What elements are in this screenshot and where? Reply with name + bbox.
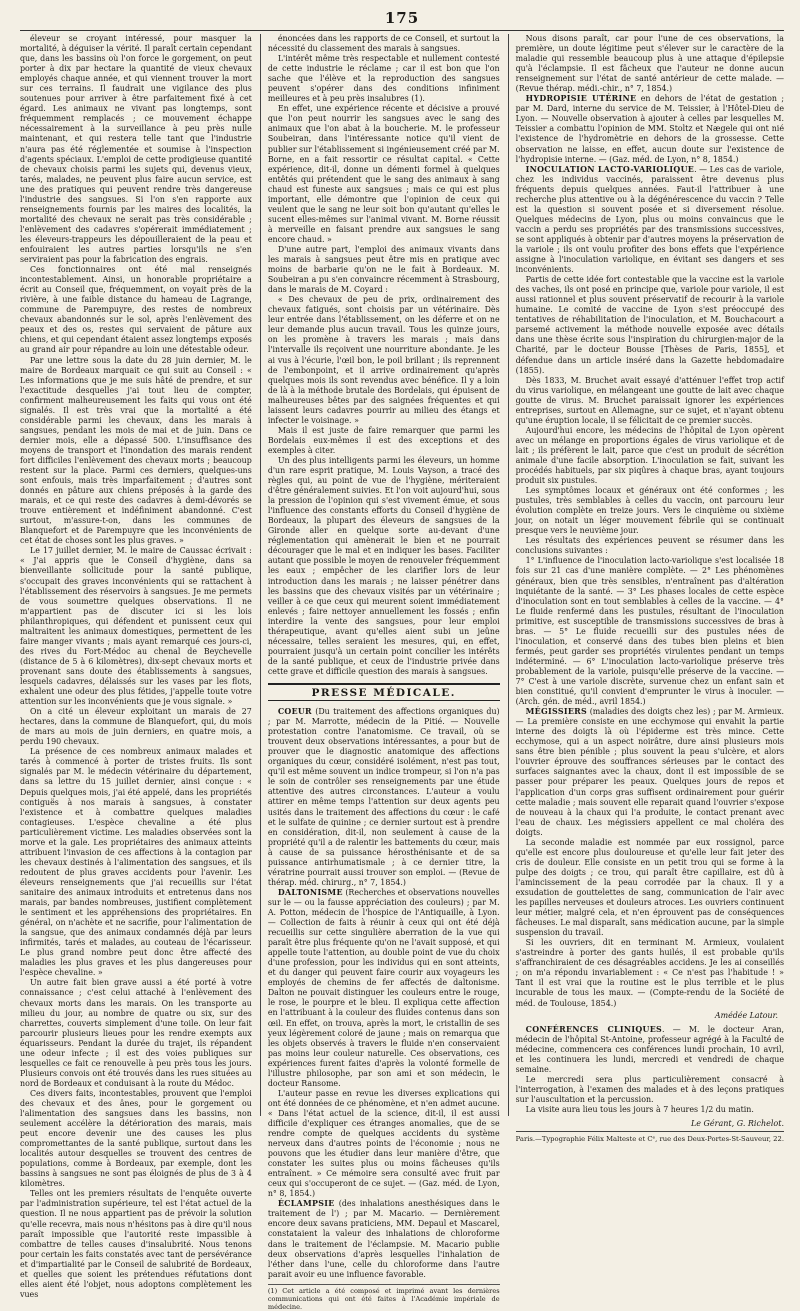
- paragraph: Ces fonctionnaires ont été mal renseignés incontestablement. Ainsi, un honorable propriétaire a écrit au Conseil que, fréquemment, on voyait près de la rivière, à une faible distance du hameau de Lagrange, commune de Parempuyre, des restes de nombreux chevaux abandonnés sur le sol, après l'enlèvement des peaux et des os, restes qui servaient de pâture aux chiens, et qui cependant étaient assez longtemps exposés au grand air pour répandre au loin une détestable odeur.: [20, 265, 252, 355]
- paragraph-text: Aujourd'hui encore, les médecins de l'hôpital de Lyon opèrent avec un mélange en proportions égales de virus variolique et de lait ; ils préfèrent le lait, parce que c'est un produit de sécrétion animale d'une facile absorption. L'inoculation se fait, suivant les procédés habituels, par six piqûres à chaque bras, ayant toujours produit six pustules.: [515, 425, 784, 486]
- paragraph: [516, 426, 784, 486]
- paragraph: Le 17 juillet dernier, M. le maire de Caussac écrivait : « J'ai appris que le Conseil d'hygiène, dans sa bienveillante sollicitude pour la santé publique, s'occupait des graves inconvénients qui se rattachent à l'établissement des réservoirs à sangsues. Je me permets de vous soumettre quelques observations. Il ne m'appartient pas de discuter ici si les lois philanthropiques, qui défendent et punissent ceux qui maltraitent les animaux domestiques, permettent de les faire manger vivants ; mais ayant remarqué ces jours-ci, des rives du Fort-Médoc au chenal de Beychevelle (distance de 5 à 6 kilomètres), dix-sept chevaux morts et provenant sans doute des établissements à sangsues, lesquels cadavres, délaissés sur les vases par les flots, exhalent une odeur des plus fétides, j'appelle toute votre attention sur les inconvénients que je vous signale. »: [20, 546, 252, 707]
- paragraph: éleveur se croyant intéressé, pour masquer la mortalité, à déguiser la vérité. Il paraît certain cependant que, dans les bassins où l'on force le gorgement, on peut porter à dix par hectare la quantité de vieux chevaux employés chaque année, et qui viennent trouver la mort sur ces terrains. Il faudrait une vigilance des plus soutenues pour arriver à être parfaitement fixé à cet égard. Les animaux ne vivant pas longtemps, sont fréquemment remplacés ; ce mouvement échappe nécessairement à la surveillance à peu près nulle maintenant, et qui restera telle tant que l'industrie n'aura pas été réglementée et soumise à l'inspection d'agents spéciaux. L'emploi de cette prodigieuse quantité de chevaux choisis parmi les sujets qui, devenus vieux, tarés, malades, ne peuvent plus faire aucun service, est une des pratiques qui peuvent rendre très dangereuse l'industrie des sangsues. Si l'on s'en rapporte aux renseignements fournis par les maires des localités, la mortalité des chevaux ne serait pas très considérable ; l'enlèvement des cadavres s'opérerait immédiatement ; les éleveurs-trappeurs les dépouilleraient de la peau et enfouiraient les autres parties lorsqu'ils ne s'en serviraient pas pour la fabrication des engrais.: [20, 34, 252, 265]
- header-rule: [20, 30, 784, 31]
- rubric: HYDROPISIE UTÉRINE: [525, 94, 637, 104]
- column-3-announcements: [516, 1025, 784, 1115]
- paragraph-text: La seconde maladie est nommée par eux rossignol, parce qu'elle est encore plus douloureuse et qu'elle leur fait jeter des cris de douleur. Elle consiste en un petit trou qui se forme à la pulpe des doigts ; ce trou, qui paraît être capillaire, est dû à l'amincissement de la peau corrodée par la chaux. Il y a exsudation de gouttelettes de sang, communication de l'air avec les papilles nerveuses et douleurs atroces. Les ouvriers continuent leur métier, malgré cela, et n'en éprouvent pas de conséquences fâcheuses. Le mal disparaît, sans médication aucune, par la simple suspension du travail.: [515, 837, 784, 938]
- paragraph: [268, 888, 500, 1089]
- paragraph-text: L'auteur passe en revue les diverses explications qui ont été données de ce phénomène, et n'en admet aucune. « Dans l'état actuel de la science, dit-il, il est aussi difficile d'expliquer ces étranges anomalies, que de se rendre compte de quelques accidents du système nerveux dans d'autres points de l'économie ; nous ne pouvons que les étudier dans leur manière d'être, que constater les suites plus ou moins fâcheuses qu'ils entraînent. » Ce mémoire sera consulté avec fruit par ceux qui s'occuperont de ce sujet. — (Gaz. méd. de Lyon, n° 8, 1854.): [267, 1088, 500, 1199]
- paragraph: [516, 34, 784, 94]
- paragraph: [516, 165, 784, 276]
- paragraph-text: (Recherches et observations nouvelles sur le — ou la fausse appréciation des couleurs) ; par M. A. Potton, médecin de l'hospice de l'Antiquaille, à Lyon. — Collection de faits à réunir à ceux qui ont été déjà recueillis sur cette singulière aberration de la vue qui paraît être plus fréquente qu'on ne l'avait supposé, et qui appelle toute l'attention, au double point de vue du choix d'une profession, pour les individus qui en sont atteints, et du danger qui peuvent faire courir aux voyageurs les employés de chemins de fer affectés de daltonisme. Dalton ne pouvait distinguer les couleurs entre le rouge, le rose, le pourpre et le bleu. Il expliqua cette affection en l'attribuant à la couleur des fluides contenus dans son œil. En effet, on trouva, après la mort, le cristallin de ses yeux légèrement coloré de jaune ; mais on remarqua que les objets observés à travers le fluide n'en conservaient pas moins leur couleur naturelle. Ces observations, ces expériences furent faites d'après la volonté formelle de l'illustre philosophe, par son ami et son médecin, le docteur Ransome.: [267, 887, 500, 1088]
- column-2-presse: [268, 707, 500, 1280]
- paragraph: [516, 1105, 784, 1115]
- paragraph-text: Dès 1833, M. Bruchet avait essayé d'atténuer l'effet trop actif du virus variolique, en mélangeant une goutte de lait avec chaque goutte de virus. M. Bruchet paraissait ignorer les expériences entreprises, surtout en Allemagne, sur ce sujet, et n'ayant obtenu qu'une éruption locale, il se félicitait de ce premier succès.: [515, 375, 784, 425]
- paragraph: [268, 707, 500, 888]
- section-heading-presse-medicale: PRESSE MÉDICALE.: [268, 683, 500, 701]
- footnote: (1) Cet article a été composé et imprimé avant les dernières communications qui ont été faites à l'Académie impériale de médecine.: [268, 1284, 500, 1311]
- paragraph: [268, 1089, 500, 1200]
- column-2: [260, 34, 500, 1311]
- paragraph: Par une lettre sous la date du 28 juin dernier, M. le maire de Bordeaux marquait ce qui suit au Conseil : « Les informations que je me suis hâté de prendre, et sur l'exactitude desquelles j'ai tout lieu de compter, confirment malheureusement les faits qui vous ont été signalés. Il est très vrai que la mortalité a été considérable parmi les chevaux, dans les marais à sangsues, pendant les mois de mai et de juin. Dans ce dernier mois, elle a dépassé 500. L'insuffisance des moyens de transport et l'inondation des marais rendent fort difficiles l'enlèvement des chevaux morts ; beaucoup restent sur la place. Parmi ces derniers, quelques-uns sont enfouis, mais très imparfaitement ; d'autres sont donnés en pâture aux chiens préposés à la garde des marais, et ce qui reste des cadavres à demi-dévorés se trouve entièrement et indéfiniment abandonné. C'est surtout, m'assure-t-on, dans les communes de Blanquefort et de Parempuyre que les inconvénients de cet état de choses sont les plus graves. »: [20, 355, 252, 546]
- rubric: MÉGISSIERS: [525, 707, 587, 717]
- paragraph: Telles ont les premiers résultats de l'enquête ouverte par l'administration supérieure, tel est l'état actuel de la question. Il ne nous appartient pas de prévoir la solution qu'elle recevra, mais nous n'hésitons pas à dire qu'il nous paraît impossible que l'autorité reste impassible à combattre de telles causes d'insalubrité. Nous tenons pour certain les faits constatés avec tant de persévérance et d'impartialité par le Conseil de salubrité de Bordeaux, et quelles que soient les prétendues réfutations dont elles aient été l'objet, nous adoptons complètement les vues: [20, 1189, 252, 1299]
- paragraph: [516, 376, 784, 426]
- paragraph-text: Partis de cette idée fort contestable que la vaccine est la variole des vaches, ils ont posé en principe que, variole pour variole, il est aussi rationnel et plus souvent préservatif de recourir à la variole humaine. Le comité de vaccine de Lyon s'est préoccupé des tentatives de réhabilitation de l'inoculation, et M. Bouchacourt a parsemé activement la méthode nouvelle exposée avec détails dans une thèse écrite sous l'inspiration du chirurgien-major de la Charité, par le docteur Bousse [Thèses de Paris, 1855], et défendue dans un article inséré dans la Gazette hebdomadaire (1855).: [515, 275, 784, 375]
- paragraph: [516, 486, 784, 536]
- paragraph: Un autre fait bien grave aussi a été porté à votre connaissance ; c'est celui attaché à l'enlèvement des chevaux morts dans les marais. On les transporte au milieu du jour, au nombre de quatre ou six, sur des charrettes, couverts simplement d'une toile. On leur fait parcourir plusieurs lieues pour les rendre exempts aux équarisseurs. Pendant la durée du trajet, ils répandent une odeur infecte ; il est des voies publiques sur lesquelles ce fait ce renouvelle à peu près tous les jours. Plusieurs convois ont été trouvés dans les rues situées au nord de Bordeaux et conduisant à la route du Médoc.: [20, 978, 252, 1088]
- author-signature: Amédée Latour.: [714, 1010, 778, 1020]
- gerant-signature: Le Gérant, G. Richelot.: [690, 1119, 784, 1129]
- paragraph: [516, 536, 784, 556]
- paragraph: [516, 94, 784, 164]
- page-number: 175: [384, 9, 420, 27]
- paragraph-text: (des inhalations anesthésiques dans le traitement de l') ; par M. Macario. — Dernièrement encore deux savans praticiens, MM. Depaul et Mascarel, constataient la valeur des inhalations de chloroforme dans le traitement de l'éclampsie. M. Macario publie deux observations d'après lesquelles l'inhalation de l'éther dans l'une, celle du chloroforme dans l'autre parait avoir eu une influence favorable.: [267, 1199, 500, 1279]
- paragraph-text: 1° L'influence de l'inoculation lacto-variolique s'est localisée 18 fois sur 21 cas d'une manière complète. — 2° Les phénomènes généraux, bien que très sensibles, n'entraînent pas d'altération inquiétante de la santé. — 3° Les phases locales de cette espèce d'inoculation sont en tout semblables à celles de la vaccine. — 4° Le fluide renfermé dans les pustules, résultant de l'inoculation primitive, est susceptible de transmissions successives de bras à bras. — 5° Le fluide recueilli sur des pustules nées de l'inoculation, et conservé dans des tubes bien pleins et bien fermés, peut garder ses propriétés virulentes pendant un temps indéterminé. — 6° L'inoculation lacto-variolique préserve très probablement de la variole, puisqu'elle préserve de la vaccine. — 7° C'est à une variole discrète, survenue chez un enfant sain et bien constitué, qu'il convient d'emprunter le virus à inoculer. — (Arch. gén. de méd., avril 1854.): [515, 556, 784, 707]
- paragraph: La présence de ces nombreux animaux malades et tarés à commencé à porter de tristes fruits. Ils sont signalés par M. le médecin vétérinaire du département, dans sa lettre du 15 juillet dernier, ainsi conçue : « Depuis quelques mois, j'ai été appelé, dans les propriétés contiguës à nos marais à sangsues, à constater l'existence et à combattre quelques maladies contagieuses. L'espèce chevaline a été plus particulièrement victime. Les maladies observées sont la morve et la gale. Les propriétaires des animaux atteints attribuent l'invasion de ces affections à la contagion par les chevaux destinés à l'alimentation des sangsues, et ils redoutent de plus graves accidents pour l'avenir. Les éleveurs renseignements que j'ai recueillis sur l'état sanitaire des animaux introduits et entretenus dans nos marais, par bandes nombreuses, justifient complètement le sentiment et les appréhensions des propriétaires. En général, on n'achète et ne sacrifie, pour l'alimentation de la sangsue, que des animaux condamnés déjà par leurs infirmités, tarés et malades, au couteau de l'écarisseur. Le plus grand nombre peut donc être affecté des maladies les plus graves et les plus dangereuses pour l'espèce chevaline. »: [20, 747, 252, 978]
- printer-imprint: Paris.—Typographie Félix Malteste et Cᵉ, rue des Deux-Portes-St-Sauveur, 22.: [516, 1131, 784, 1144]
- paragraph: Mais il est juste de faire remarquer que parmi les Bordelais eux-mêmes il est des exceptions et des exemples à citer.: [267, 425, 500, 455]
- column-3-presse: [516, 34, 784, 1009]
- paragraph-text: Le mercredi sera plus particulièrement consacré à l'interrogation, à l'examen des malades et à des leçons pratiques sur l'auscultation et la percussion.: [515, 1074, 784, 1104]
- column-1: [20, 34, 252, 1299]
- paragraph-text: (maladies des doigts chez les) ; par M. Armieux. — La première consiste en une ecchymose qui envahit la partie interne des doigts là où l'épiderme est très mince. Cette ecchymose, qui a un aspect noirâtre, dure ainsi plusieurs mois sans être bien pénible ; plus souvent la peau s'ulcère, et alors l'ouvrier éprouve des souffrances sérieuses par le contact des surfaces saignantes avec la chaux, dont il est impossible de se passer pour préparer les peaux. Quelques jours de repos et l'application d'un corps gras suffisent ordinairement pour guérir cette maladie ; mais souvent elle reparait quand l'ouvrier s'expose de nouveau à la chaux qui l'a produite, le contact prenant avec l'eau de chaux. Les mégissiers appellent ce mal choléra des doigts.: [515, 707, 784, 837]
- paragraph-text: Les résultats des expériences peuvent se résumer dans les conclusions suivantes :: [515, 536, 784, 556]
- paragraph: [516, 1075, 784, 1105]
- paragraph: énoncées dans les rapports de ce Conseil, et surtout la nécessité du classement des marais à sangsues.: [267, 34, 500, 54]
- paragraph: Ces divers faits, incontestables, prouvent que l'emploi des chevaux et des ânes, pour le gorgement ou l'alimentation des sangsues dans les bassins, non seulement accélère la détérioration des marais, mais peut encore devenir une des causes les plus compromettantes de la santé publique, surtout dans les localités autour desquelles se trouvent des centres de populations, comme à Bordeaux, par exemple, dont les bassins à sangsues ne sont pas éloignés de plus de 3 à 4 kilomètres.: [20, 1088, 252, 1189]
- paragraph: On a cité un éleveur exploitant un marais de 27 hectares, dans la commune de Blanquefort, qui, du mois de mars au mois de juin derniers, en quatre mois, a perdu 190 chevaux.: [20, 707, 252, 747]
- column-2-article: [268, 34, 500, 677]
- paragraph-text: Nous disons paraît, car pour l'une de ces observations, la première, un doute légitime peut s'élever sur le caractère de la maladie qui ressemble beaucoup plus à une attaque d'épilepsie qu'à l'éclampsie. Il est fâcheux que l'auteur ne donne aucun renseignement sur l'état de santé antérieur de cette malade. — (Revue thérap. médi.-chir., n° 7, 1854.): [515, 34, 784, 94]
- paragraph: En effet, une expérience récente et décisive a prouvé que l'on peut nourrir les sangsues avec le sang des animaux que l'on abat à la boucherie. M. le professeur Soubeiran, dans l'intéressante notice qu'il vient de publier sur l'établissement si ingénieusement créé par M. Borne, en a fait ressortir ce résultat capital. « Cette expérience, dit-il, donne un démenti formel à quelques entêtés qui prétendent que le sang des animaux à sang chaud est funeste aux sangsues ; mais ce qui est plus important, elle démontre que l'opinion de ceux qui veulent que le sang ne leur soit bon qu'autant qu'elles le sucent elles-mêmes sur l'animal vivant. M. Borne réussit à merveille en faisant prendre aux sangsues le sang encore chaud. »: [267, 104, 500, 244]
- paragraph: Un des plus intelligents parmi les éleveurs, un homme d'un rare esprit pratique, M. Louis Vayson, a tracé des règles qui, au point de vue de l'hygiène, mériteraient d'être généralement suivies. Et l'on voit aujourd'hui, sous la pression de l'opinion qui s'est vivement émue, et sous l'influence des constants efforts du Conseil d'hygiène de Bordeaux, la plupart des éleveurs de sangsues de la Gironde aller en quelque sorte au-devant d'une réglementation qui amènerait le bien et ne pourrait décourager que le mal et en indiquer les bases. Faciliter autant que possible le moyen de renouveler fréquemment les eaux ; empêcher de les clarifier lors de leur introduction dans les marais ; ne laisser pénétrer dans les bassins que des chevaux visités par un vétérinaire ; veiller à ce que ceux qui meurent soient immédiatement enlevés ; faire nettoyer annuellement les fossés ; enfin interdire la vente des sangsues, pour leur emploi thérapeutique, avant qu'elles aient subi un jeûne nécessaire, telles seraient les mesures, qui, en effet, pourraient jusqu'à un certain point concilier les intérêts de la santé publique, et ceux de l'industrie privée dans cette grave et difficile question des marais à sangsues.: [267, 455, 500, 676]
- paragraph: [516, 556, 784, 707]
- paragraph: [516, 275, 784, 375]
- rubric: COEUR: [277, 707, 312, 717]
- rubric: ÉCLAMPSIE: [277, 1199, 335, 1209]
- paragraph-text: . — Les cas de variole, chez les individus vaccinés, paraissent être devenus plus fréquents depuis quelques années. Faut-il l'attribuer à une recherche plus attentive ou à la dégénérescence du vaccin ? Telle est la question si souvent posée et si diversement résolue. Quelques médecins de Lyon, plus ou moins convaincus que le vaccin a perdu ses propriétés par des transmissions successives, se sont appliqués à obtenir par d'autres moyens la préservation de la variole ; ils ont voulu profiter des bons effets que l'expérience assigne à l'inoculation variolique, en évitant ses dangers et ses inconvénients.: [515, 164, 785, 275]
- paragraph: [516, 1025, 784, 1075]
- paragraph: [268, 1199, 500, 1279]
- paragraph: D'une autre part, l'emploi des animaux vivants dans les marais à sangsues peut être mis en pratique avec moins de barbarie qu'on ne le fait à Bordeaux. M. Soubeiran a pu s'en convaincre récemment à Strasbourg, dans le marais de M. Coyard :: [267, 244, 500, 295]
- paragraph: « Des chevaux de peu de prix, ordinairement des chevaux fatigués, sont choisis par un vétérinaire. Dès leur entrée dans l'établissement, on les déferre et on ne leur demande plus aucun travail. Tous les quinze jours, on les promène à travers les marais ; mais dans l'intervalle ils reçoivent une nourriture abondante. Je les ai vus à l'écurie, l'œil bon, le poil brillant ; ils reprennent de l'embonpoint, et il arrive ordinairement qu'après quelques mois ils sont revendus avec bénéfice. Il y a loin de là à la méthode brutale des Bordelais, qui épuisent de malheureuses bêtes par des saignées fréquentes et qui laissent leurs cadavres pourrir au milieu des étangs et infecter le voisinage. »: [267, 295, 500, 425]
- column-3: [508, 34, 785, 1144]
- paragraph: [516, 707, 784, 838]
- paragraph-text: La visite aura lieu tous les jours à 7 heures 1/2 du matin.: [525, 1104, 754, 1114]
- paragraph: L'intérêt même très respectable et nullement contesté de cette industrie le réclame ; car il est bon que l'on sache que l'élève et la reproduction des sangsues peuvent s'opérer dans des conditions infiniment meilleures et à peu près insalubres (1).: [267, 54, 500, 104]
- rubric: CONFÉRENCES CLINIQUES: [525, 1024, 663, 1034]
- newspaper-page: [20, 8, 785, 1311]
- paragraph-text: (Du traitement des affections organiques du) ; par M. Marrotte, médecin de la Pitié. — Nouvelle protestation contre l'anatomisme. Ce travail, où se trouvent deux observations intéressantes, a pour but de prouver que le diagnostic anatomique des affections organiques du cœur, considéré isolément, n'est pas tout, qu'il est même souvent un indice trompeur, si l'on n'a pas le soin de contrôler ses renseignements par une étude attentive des autres circonstances. L'auteur a voulu attirer en même temps l'attention sur deux agents peu usités dans le traitement des affections du cœur : le café et le sulfate de quinine ; ce dernier surtout est à prendre en considération, dit-il, non seulement à cause de la propriété qu'il a de ralentir les battements du cœur, mais à cause de sa puissance hérosthénisante et de sa puissance antirhumatismale ; à ce dernier titre, la vératrine pourrait aussi trouver son emploi. — (Revue de thérap. méd. chirurg., n° 7, 1854.): [267, 707, 500, 887]
- paragraph: [516, 838, 784, 938]
- rubric: DALTONISME: [277, 887, 343, 897]
- paragraph-text: . — M. le docteur Aran, médecin de l'hôpital St-Antoine, professeur agrégé à la Faculté de médecine, commencera ces conférences lundi prochain, 10 avril, et les continuera les lundi, mercredi et vendredi de chaque semaine.: [515, 1024, 785, 1074]
- paragraph-text: Si les ouvriers, dit en terminant M. Armieux, voulaient s'astreindre à porter des gants huilés, il est probable qu'ils s'affranchiraient de ces désagréables accidens. Je les ai conseillés ; on m'a répondu invariablement : « Ce n'est pas l'habitude ! » Tant il est vrai que la routine est le plus terrible et le plus incurable de tous les maux. — (Compte-rendu de la Société de méd. de Toulouse, 1854.): [515, 938, 784, 1008]
- columns: [20, 34, 785, 1311]
- paragraph-text: en dehors de l'état de gestation ; par M. Dard, interne du service de M. Teissier, à l'Hôtel-Dieu de Lyon. — Nouvelle observation à ajouter à celles par lesquelles M. Teissier a combattu l'opinion de MM. Stoltz et Nægele qui ont nié l'existence de l'hydromètrie en dehors de la grossesse. Cette observation ne laisse, en effet, aucun doute sur l'existence de l'hydropisie interne. — (Gaz. méd. de Lyon, n° 8, 1854.): [515, 94, 784, 164]
- paragraph: [516, 938, 784, 1008]
- rubric: INOCULATION LACTO-VARIOLIQUE: [525, 164, 695, 174]
- paragraph-text: Les symptômes locaux et généraux ont été conformes ; les pustules, très semblables à celles du vaccin, ont parcouru leur évolution complète en treize jours. Vers le cinquième ou sixième jour, on notait un léger mouvement fébrile qui se continuait presque vers le neuvième jour.: [515, 486, 784, 536]
